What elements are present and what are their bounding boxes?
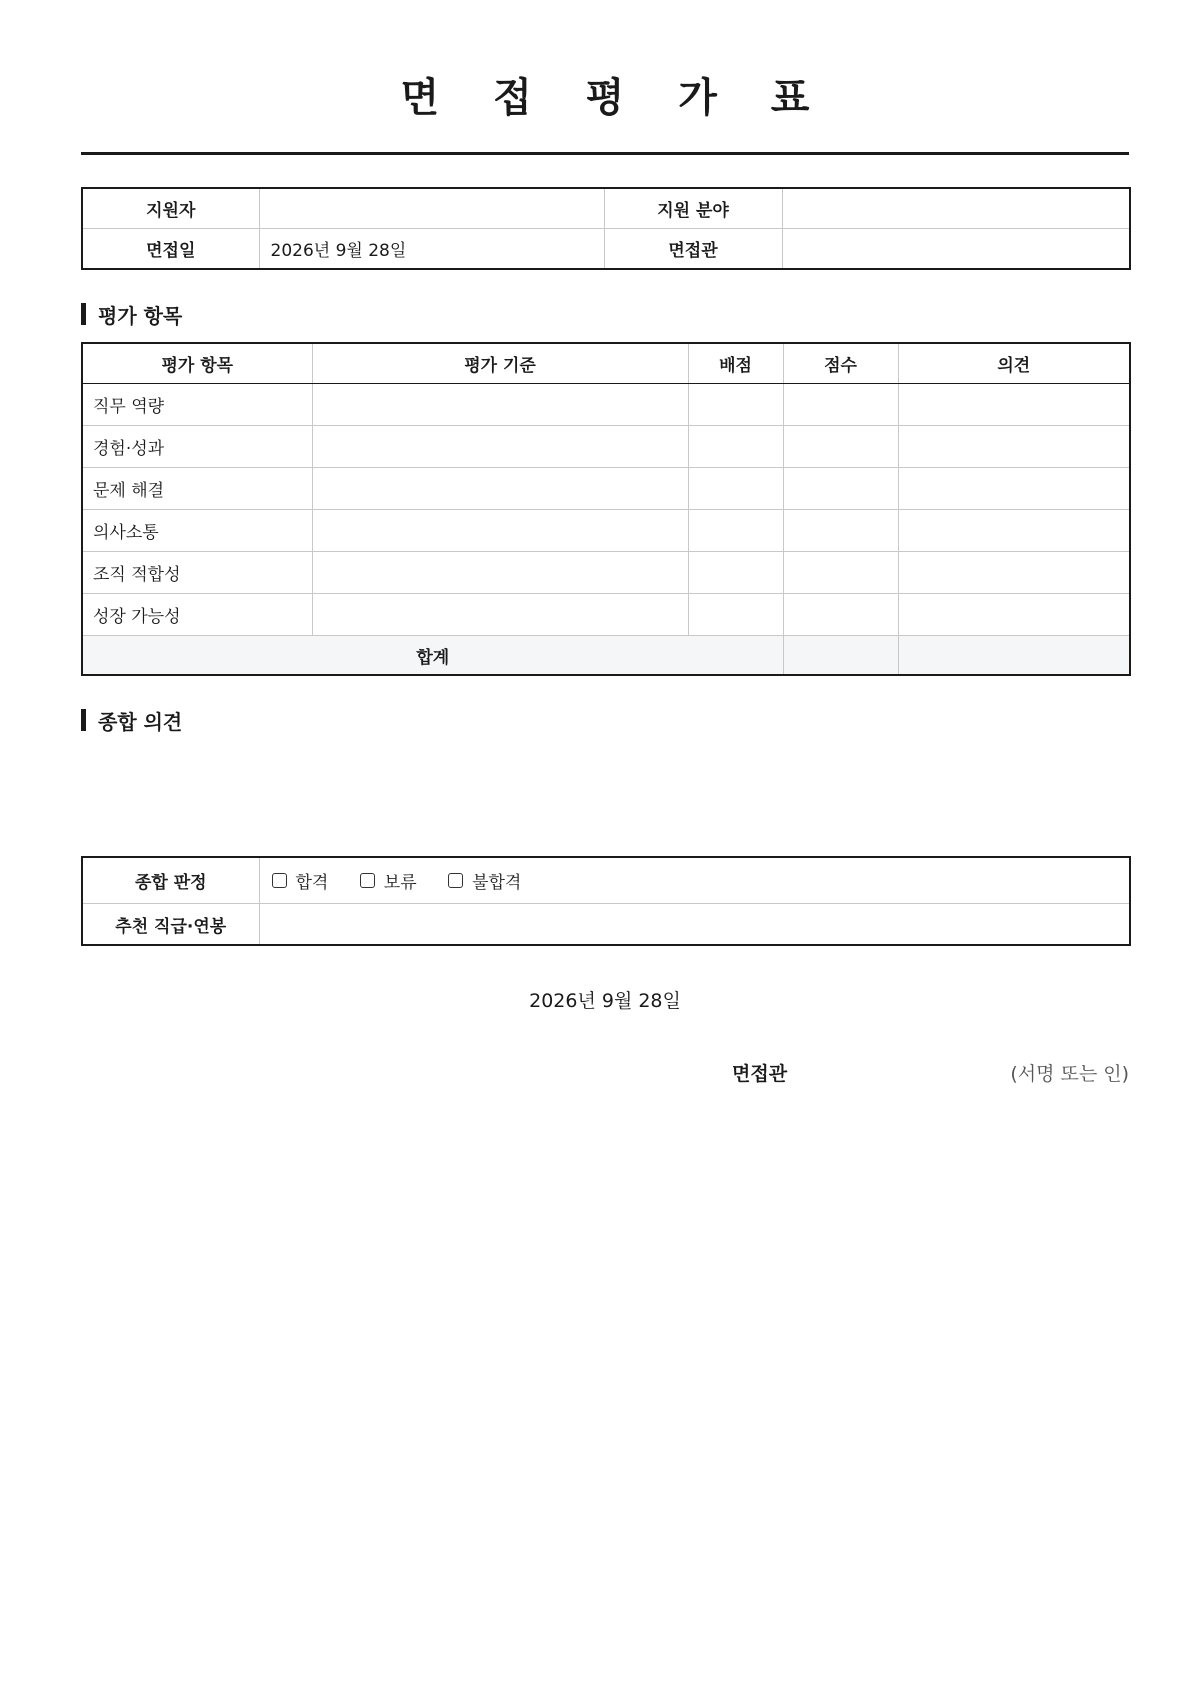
score-cell[interactable] [783,594,898,636]
table-row [82,594,1130,636]
evaluation-table [81,342,1131,676]
column-header: 평가 항목 [82,343,312,384]
checkbox-icon[interactable] [272,873,287,888]
max-score-cell[interactable] [688,552,783,594]
section-title: 평가 항목 [98,303,183,328]
comment-cell[interactable] [898,426,1130,468]
total-comment-cell[interactable] [898,636,1130,676]
criterion-label: 조직 적합성 [82,552,312,594]
column-header: 배점 [688,343,783,384]
comment-cell[interactable] [898,510,1130,552]
decision-table [81,856,1131,946]
criterion-standard-cell[interactable] [312,384,688,426]
table-row [82,384,1130,426]
score-cell[interactable] [783,468,898,510]
comment-cell[interactable] [898,594,1130,636]
option-label: 보류 [383,873,417,893]
section-marker [81,303,86,325]
comment-cell[interactable] [898,468,1130,510]
section-marker [81,709,86,731]
page-title: 면 접 평 가 표 [400,75,830,121]
field-label: 지원 분야 [604,188,782,229]
recommended-position-label: 추천 직급·연봉 [82,904,259,946]
criterion-label: 경험·성과 [82,426,312,468]
signature-date: 2026년 9월 28일 [529,990,681,1012]
criterion-standard-cell[interactable] [312,510,688,552]
comment-cell[interactable] [898,552,1130,594]
evaluation-form [81,0,1129,1087]
section-title: 종합 의견 [98,709,183,734]
option-pass[interactable] [272,868,329,893]
interview-date-field[interactable]: 2026년 9월 28일 [259,229,604,270]
total-row [82,636,1130,676]
max-score-cell[interactable] [688,384,783,426]
interview-date-label: 면접일 [82,229,259,270]
checkbox-icon[interactable] [360,873,375,888]
overall-opinion-area[interactable] [81,734,1129,856]
total-label: 합계 [82,636,783,676]
title-divider [81,152,1129,155]
option-fail[interactable] [448,868,521,893]
comment-cell[interactable] [898,384,1130,426]
table-row [82,552,1130,594]
signature-line [81,1059,1129,1087]
max-score-cell[interactable] [688,468,783,510]
recommended-position-field[interactable] [259,904,1130,946]
score-cell[interactable] [783,510,898,552]
applicant-label: 지원자 [82,188,259,229]
table-row [82,468,1130,510]
section-heading-eval [81,300,1129,328]
interviewer-label: 면접관 [604,229,782,270]
criterion-standard-cell[interactable] [312,552,688,594]
score-cell[interactable] [783,384,898,426]
table-row [82,510,1130,552]
applicant-info-table [81,187,1131,270]
decision-label: 종합 판정 [82,857,259,904]
criterion-label: 성장 가능성 [82,594,312,636]
table-header-row [82,343,1130,384]
column-header: 평가 기준 [312,343,688,384]
option-label: 불합격 [472,873,522,893]
decision-options [259,857,1130,904]
column-header: 의견 [898,343,1130,384]
criterion-standard-cell[interactable] [312,468,688,510]
field-field[interactable] [782,188,1130,229]
option-hold[interactable] [360,868,417,893]
max-score-cell[interactable] [688,426,783,468]
section-heading-opinion [81,706,1129,734]
criterion-standard-cell[interactable] [312,594,688,636]
table-row [82,426,1130,468]
criterion-label: 의사소통 [82,510,312,552]
max-score-cell[interactable] [688,510,783,552]
signature-hint[interactable]: (서명 또는 인) [1010,1063,1129,1085]
score-cell[interactable] [783,552,898,594]
criterion-label: 문제 해결 [82,468,312,510]
applicant-field[interactable] [259,188,604,229]
interviewer-field[interactable] [782,229,1130,270]
criterion-label: 직무 역량 [82,384,312,426]
checkbox-icon[interactable] [448,873,463,888]
max-score-cell[interactable] [688,594,783,636]
total-score-cell[interactable] [783,636,898,676]
column-header: 점수 [783,343,898,384]
score-cell[interactable] [783,426,898,468]
option-label: 합격 [295,873,329,893]
criterion-standard-cell[interactable] [312,426,688,468]
signature-interviewer-label: 면접관 [732,1063,788,1085]
